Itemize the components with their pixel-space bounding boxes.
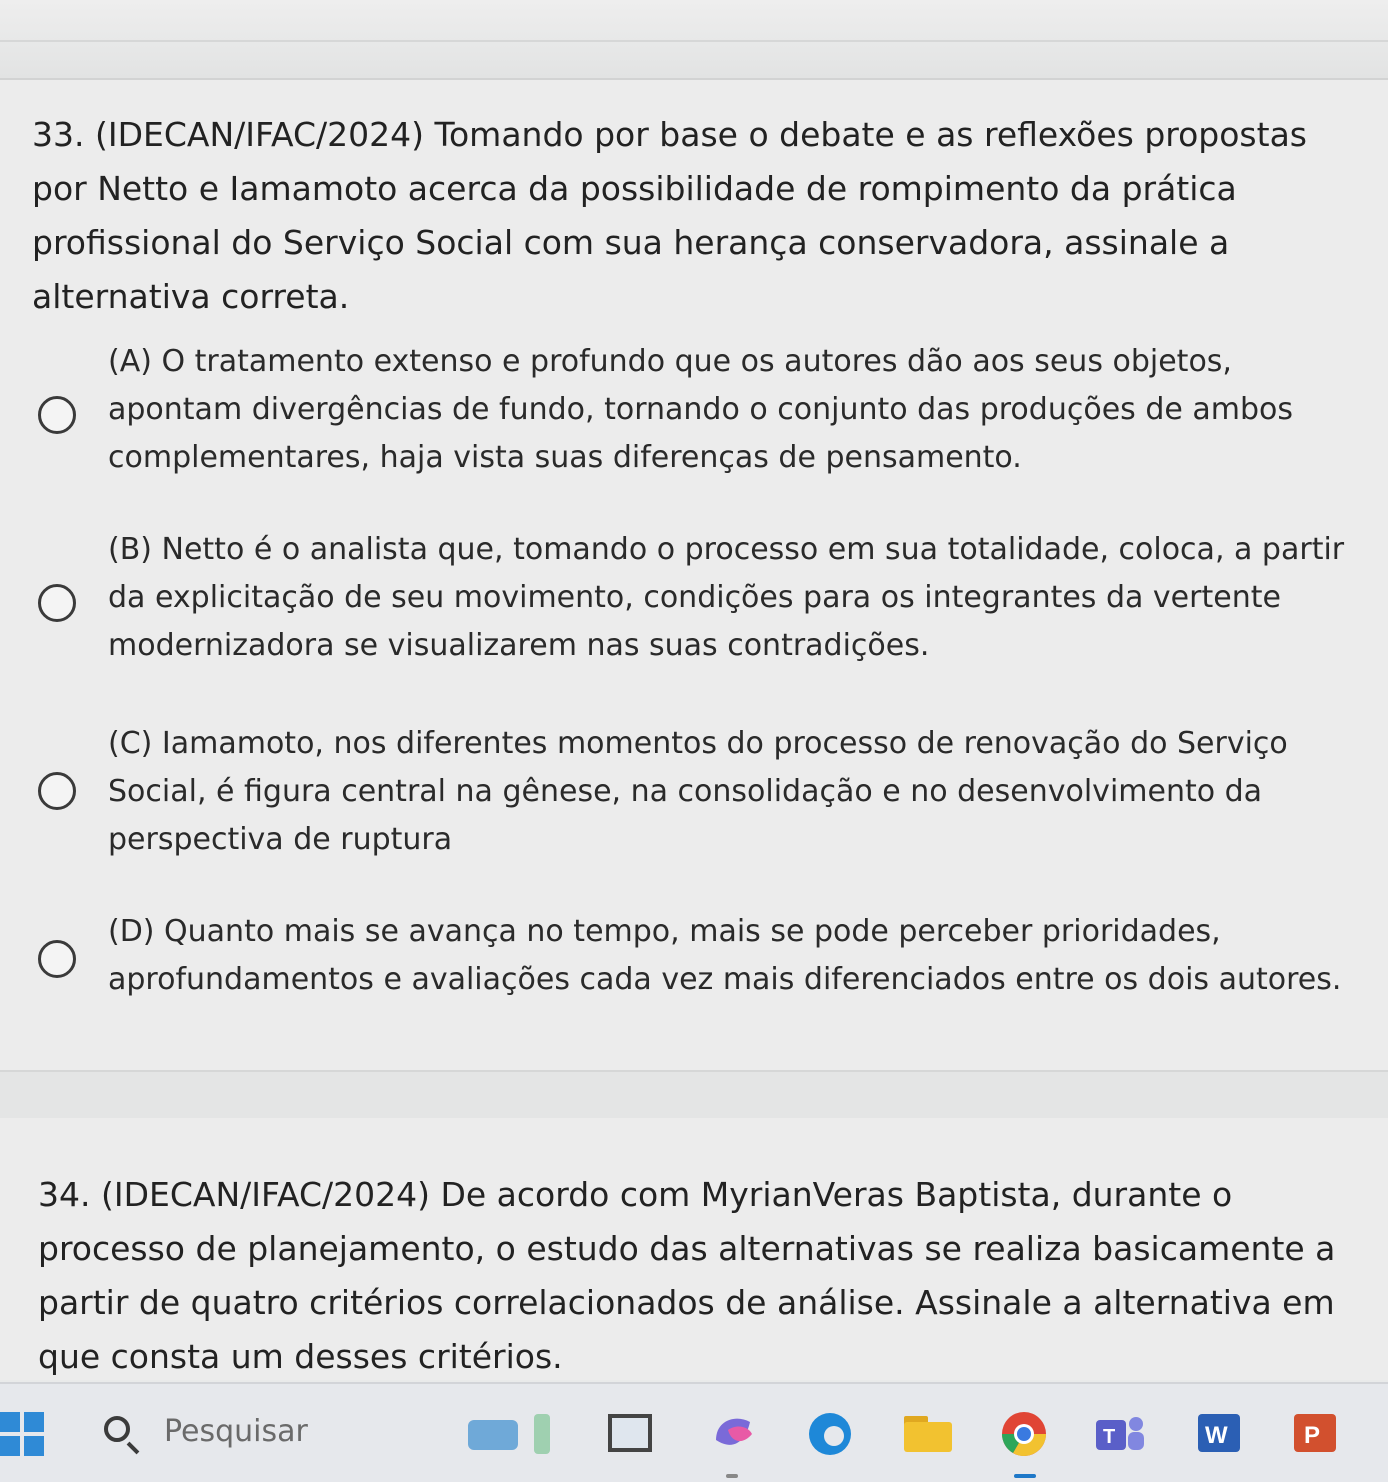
taskbar-search[interactable] [100,1410,440,1460]
option-a[interactable] [0,338,1388,498]
option-a-text[interactable]: (A) O tratamento extenso e profundo que os autores dão aos seus objetos, apontam divergências de fundo, tornando o conjunto das produções de ambos complementares, haja vista suas diferenças de pensamento. [108,344,1293,475]
copilot-running-indicator [726,1474,738,1478]
taskbar [0,1382,1388,1482]
option-c-text[interactable]: (C) Iamamoto, nos diferentes momentos do processo de renovação do Serviço Social, é figura central na gênese, na consolidação e no desenvolvimento da perspectiva de ruptura [108,726,1288,857]
chrome-icon[interactable] [998,1410,1050,1456]
option-b[interactable] [0,526,1388,686]
search-icon [104,1416,130,1442]
top-divider [0,40,1388,42]
widgets-icon[interactable] [466,1410,518,1456]
question-34-stem: 34. (IDECAN/IFAC/2024) De acordo com MyrianVeras Baptista, durante o processo de planejamento, o estudo das alternativas se realiza basicamente a partir de quatro critérios correlacionados de análise. Assinale a alternativa em que consta um desses critérios. [38,1175,1336,1376]
powerpoint-letter: P [1304,1422,1321,1449]
svg-text:T: T [1103,1426,1116,1448]
folder-icon[interactable] [902,1410,954,1456]
question-divider [0,1070,1388,1120]
copilot-icon[interactable] [706,1410,758,1456]
windows-start-icon[interactable] [0,1412,46,1458]
option-a-radio[interactable] [38,396,76,434]
file-explorer-icon[interactable] [606,1410,658,1456]
word-icon[interactable] [1194,1410,1246,1456]
edge-icon[interactable] [804,1410,856,1456]
option-b-text[interactable]: (B) Netto é o analista que, tomando o processo em sua totalidade, coloca, a partir da explicitação de seu movimento, condições para os integrantes da vertente modernizadora se visualizarem nas suas contradições. [108,532,1345,663]
option-c[interactable] [0,720,1388,880]
option-d[interactable] [0,908,1388,1018]
option-d-text[interactable]: (D) Quanto mais se avança no tempo, mais se pode perceber prioridades, aprofundamentos e avaliações cada vez mais diferenciados entre os dois autores. [108,914,1342,997]
question-34-card [0,1118,1388,1380]
browser-top-strip [0,0,1388,80]
word-letter: W [1205,1422,1228,1449]
chrome-active-indicator [1014,1474,1036,1478]
question-33-card [0,80,1388,1070]
search-placeholder[interactable]: Pesquisar [164,1414,308,1449]
teams-icon[interactable] [1094,1410,1146,1456]
option-c-radio[interactable] [38,772,76,810]
question-33-stem: 33. (IDECAN/IFAC/2024) Tomando por base o debate e as reflexões propostas por Netto e Iamamoto acerca da possibilidade de rompimento da prática profissional do Serviço Social com sua herança conservadora, assinale a alternativa correta. [32,115,1307,316]
option-d-radio[interactable] [38,940,76,978]
option-b-radio[interactable] [38,584,76,622]
powerpoint-icon[interactable] [1290,1410,1342,1456]
